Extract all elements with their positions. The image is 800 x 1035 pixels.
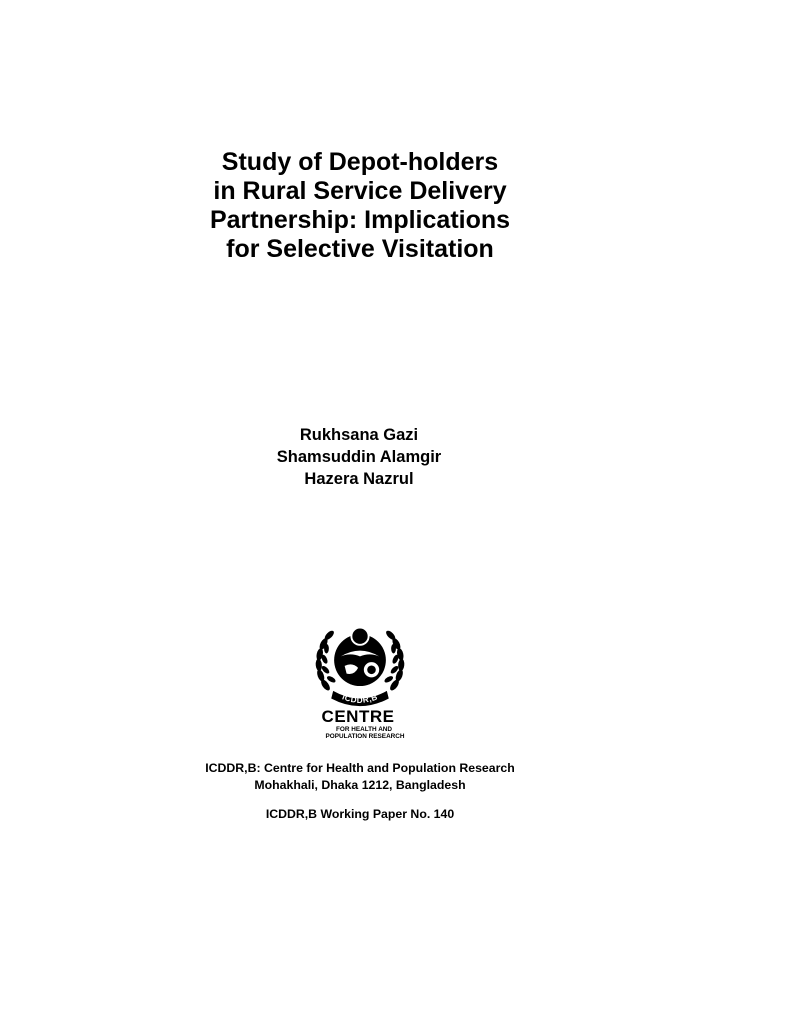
author-name: Rukhsana Gazi	[299, 426, 419, 444]
emblem-ribbon	[331, 691, 389, 706]
document-title	[160, 148, 560, 264]
laurel-wreath-right	[383, 629, 404, 692]
title-line: Study of Depot-holders	[221, 148, 499, 176]
centre-wordmark-subtitle: POPULATION RESEARCH	[325, 733, 405, 740]
author-name: Hazera Nazrul	[304, 470, 414, 488]
institution-address	[160, 760, 560, 794]
address-line: ICDDR,B: Centre for Health and Population Research	[205, 761, 515, 775]
laurel-wreath-left	[315, 629, 336, 692]
title-line: in Rural Service Delivery	[213, 177, 507, 205]
title-line: for Selective Visitation	[226, 235, 494, 263]
emblem-ribbon-text: ICDDR,B	[340, 692, 380, 705]
centre-wordmark-subtitle: FOR HEALTH AND	[335, 726, 393, 733]
icddrb-emblem-logo	[312, 618, 408, 710]
author-list	[200, 424, 518, 490]
mother-child-figure-icon	[334, 628, 386, 686]
centre-wordmark	[310, 708, 406, 740]
address-line: Mohakhali, Dhaka 1212, Bangladesh	[254, 778, 466, 792]
author-name: Shamsuddin Alamgir	[276, 448, 442, 466]
title-line: Partnership: Implications	[209, 206, 511, 234]
working-paper-number: ICDDR,B Working Paper No. 140	[265, 807, 455, 821]
centre-wordmark-title: CENTRE	[321, 707, 395, 726]
